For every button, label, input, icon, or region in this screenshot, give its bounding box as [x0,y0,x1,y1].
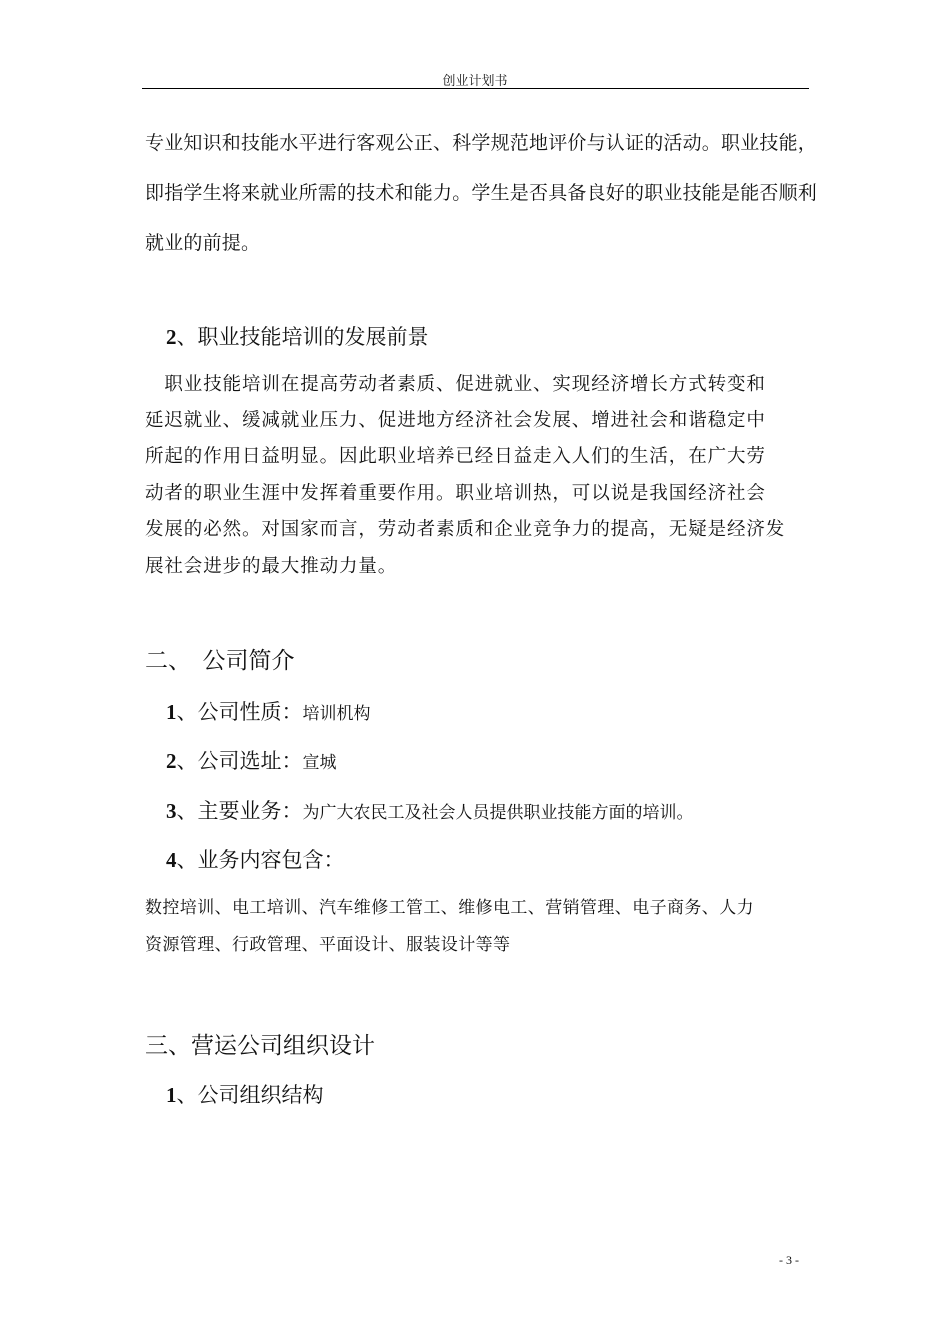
business-content-line: 数控培训、电工培训、汽车维修工管工、维修电工、营销管理、电子商务、人力 [145,898,754,918]
business-content-item [166,844,345,874]
company-location-item [166,745,337,775]
item-label: 、公司性质： [176,700,303,724]
header-divider [142,88,809,89]
subheading-text: 、职业技能培训的发展前景 [176,325,429,349]
subheading-org-structure [166,1079,324,1109]
item-number: 2 [166,749,177,773]
paragraph-line: 延迟就业、缓减就业压力、促进地方经济社会发展、增进社会和谐稳定中 [145,410,766,431]
item-label: 、主要业务： [176,799,303,823]
paragraph-line: 就业的前提。 [145,232,261,254]
paragraph-line: 所起的作用日益明显。因此职业培养已经日益走入人们的生活，在广大劳 [145,446,766,467]
item-value: 为广大农民工及社会人员提供职业技能方面的培训。 [302,803,694,823]
paragraph-line: 专业知识和技能水平进行客观公正、科学规范地评价与认证的活动。职业技能， [145,132,818,154]
item-number: 1 [166,700,177,724]
item-label: 、公司选址： [176,749,303,773]
company-nature-item [166,696,371,726]
page-number: - 3 - [779,1253,799,1267]
subheading-development-prospects [166,321,429,351]
subheading-text: 、公司组织结构 [176,1083,324,1107]
paragraph-line: 即指学生将来就业所需的技术和能力。学生是否具备良好的职业技能是能否顺利 [145,182,818,204]
paragraph-line: 展社会进步的最大推动力量。 [145,556,398,577]
main-business-item [166,795,694,825]
subheading-number: 1 [166,1083,177,1107]
item-number: 3 [166,799,177,823]
paragraph-line: 职业技能培训在提高劳动者素质、促进就业、实现经济增长方式转变和 [145,374,766,395]
item-value: 宣城 [302,753,337,773]
item-label: 、业务内容包含： [176,848,345,872]
paragraph-line: 发展的必然。对国家而言，劳动者素质和企业竞争力的提高，无疑是经济发 [145,519,786,540]
subheading-number: 2 [166,325,177,349]
item-value: 培训机构 [302,704,371,724]
item-number: 4 [166,848,177,872]
section-heading-org-design: 三、营运公司组织设计 [145,1033,375,1059]
section-heading-company-intro: 二、 公司简介 [145,648,295,674]
paragraph-line: 动者的职业生涯中发挥着重要作用。职业培训热，可以说是我国经济社会 [145,483,766,504]
page-header-title: 创业计划书 [442,74,508,89]
business-content-line: 资源管理、行政管理、平面设计、服装设计等等 [145,935,511,955]
